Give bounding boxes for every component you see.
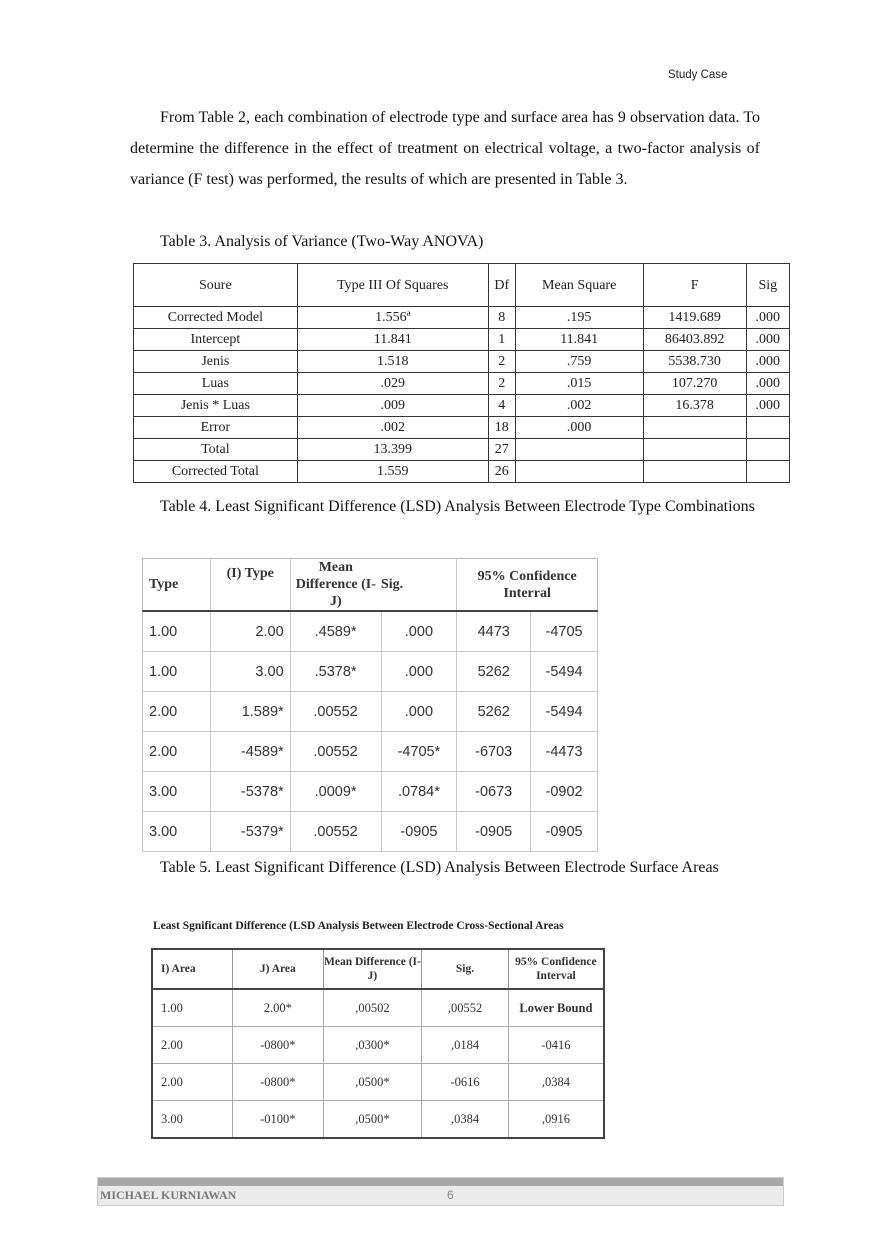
table-cell: Luas bbox=[134, 373, 298, 395]
col-header: J) Area bbox=[233, 949, 324, 989]
table-cell: 5262 bbox=[457, 652, 531, 692]
table-row bbox=[152, 989, 604, 1027]
table-cell: 86403.892 bbox=[643, 329, 746, 351]
table-cell: -0905 bbox=[381, 812, 457, 852]
table-cell: .00552 bbox=[290, 812, 381, 852]
table-cell: -0800* bbox=[233, 1064, 324, 1101]
anova-table bbox=[133, 263, 790, 483]
running-header: Study Case bbox=[668, 69, 728, 81]
table-cell: .009 bbox=[297, 395, 488, 417]
col-header: Sig. bbox=[381, 559, 457, 612]
page-number: 6 bbox=[447, 1188, 454, 1202]
col-header: Type bbox=[143, 559, 211, 612]
table5-caption-text: Table 5. Least Significant Difference (LSD) Analysis Between Electrode Surface Areas bbox=[160, 859, 719, 876]
table-cell: ,0300* bbox=[323, 1027, 422, 1064]
table-row bbox=[152, 1064, 604, 1101]
table-cell: ,0384 bbox=[508, 1064, 604, 1101]
table-cell: 18 bbox=[488, 417, 515, 439]
table4-caption-text: Table 4. Least Significant Difference (LSD) Analysis Between Electrode Type Combinations bbox=[160, 498, 755, 515]
table-cell: 2.00* bbox=[233, 989, 324, 1027]
table-cell: 1.518 bbox=[297, 351, 488, 373]
table-cell: 3.00 bbox=[143, 812, 211, 852]
table-cell: 1 bbox=[488, 329, 515, 351]
table-cell: .029 bbox=[297, 373, 488, 395]
table-cell: Total bbox=[134, 439, 298, 461]
table-cell: .759 bbox=[515, 351, 643, 373]
table-cell bbox=[746, 439, 789, 461]
table-cell: .002 bbox=[515, 395, 643, 417]
table-cell: Corrected Total bbox=[134, 461, 298, 483]
col-header: F bbox=[643, 264, 746, 307]
table-cell: -4473 bbox=[531, 732, 598, 772]
table-cell: Intercept bbox=[134, 329, 298, 351]
table-cell: .195 bbox=[515, 307, 643, 329]
table-cell: .000 bbox=[381, 652, 457, 692]
table-cell: .5378* bbox=[290, 652, 381, 692]
footer-bar bbox=[98, 1178, 783, 1186]
table-row bbox=[134, 395, 790, 417]
table-cell: -0905 bbox=[457, 812, 531, 852]
col-header: Mean Square bbox=[515, 264, 643, 307]
table-row bbox=[143, 692, 598, 732]
table-cell bbox=[746, 417, 789, 439]
table-cell: 3.00 bbox=[143, 772, 211, 812]
table-cell: .0784* bbox=[381, 772, 457, 812]
table-cell: .000 bbox=[746, 395, 789, 417]
table5-caption bbox=[130, 852, 760, 883]
table-cell: .000 bbox=[381, 692, 457, 732]
table-cell: 13.399 bbox=[297, 439, 488, 461]
table-cell: 1419.689 bbox=[643, 307, 746, 329]
table-cell: -5494 bbox=[531, 692, 598, 732]
footer-author: MICHAEL KURNIAWAN bbox=[100, 1188, 237, 1202]
table-cell: Corrected Model bbox=[134, 307, 298, 329]
col-header: Df bbox=[488, 264, 515, 307]
table-cell: 5538.730 bbox=[643, 351, 746, 373]
table-cell: ,0500* bbox=[323, 1064, 422, 1101]
table-cell bbox=[515, 461, 643, 483]
table-row bbox=[143, 812, 598, 852]
table-cell: -0100* bbox=[233, 1101, 324, 1139]
table-cell: -4589* bbox=[210, 732, 290, 772]
col-header: I) Area bbox=[152, 949, 233, 989]
table4-caption bbox=[130, 491, 760, 522]
col-header: Soure bbox=[134, 264, 298, 307]
table-cell: 5262 bbox=[457, 692, 531, 732]
table-cell: 2 bbox=[488, 373, 515, 395]
col-header: Sig bbox=[746, 264, 789, 307]
table-cell: 2.00 bbox=[143, 732, 211, 772]
table-cell: 8 bbox=[488, 307, 515, 329]
table-cell: -5378* bbox=[210, 772, 290, 812]
table-row bbox=[143, 732, 598, 772]
table-row bbox=[143, 652, 598, 692]
table-row bbox=[152, 1101, 604, 1139]
table-cell: -5494 bbox=[531, 652, 598, 692]
lsd-area-table bbox=[151, 948, 605, 1139]
col-header: Sig. bbox=[422, 949, 509, 989]
table-cell: 2.00 bbox=[152, 1064, 233, 1101]
table-cell: Jenis bbox=[134, 351, 298, 373]
table-cell: .4589* bbox=[290, 611, 381, 652]
table-cell: .000 bbox=[746, 329, 789, 351]
table-cell: -0905 bbox=[531, 812, 598, 852]
table-cell: Error bbox=[134, 417, 298, 439]
table-cell: 27 bbox=[488, 439, 515, 461]
table-row bbox=[134, 307, 790, 329]
table-cell: 26 bbox=[488, 461, 515, 483]
page-footer bbox=[97, 1177, 784, 1206]
table-cell: -0416 bbox=[508, 1027, 604, 1064]
table-cell: .000 bbox=[515, 417, 643, 439]
table-row bbox=[134, 417, 790, 439]
table-cell: .000 bbox=[746, 351, 789, 373]
table-cell: .0009* bbox=[290, 772, 381, 812]
table-cell: 1.00 bbox=[152, 989, 233, 1027]
lsd-type-table bbox=[142, 558, 598, 852]
table-cell: 1.589* bbox=[210, 692, 290, 732]
table-cell: -0902 bbox=[531, 772, 598, 812]
table-cell bbox=[643, 417, 746, 439]
col-header: Mean Difference (I-J) bbox=[323, 949, 422, 989]
table-cell: 1.556ª bbox=[297, 307, 488, 329]
table-row bbox=[134, 373, 790, 395]
table-cell: .000 bbox=[746, 307, 789, 329]
table-cell: 16.378 bbox=[643, 395, 746, 417]
table-cell: .000 bbox=[381, 611, 457, 652]
table-cell: .002 bbox=[297, 417, 488, 439]
table-cell: 1.559 bbox=[297, 461, 488, 483]
table-row bbox=[134, 439, 790, 461]
table-row bbox=[134, 461, 790, 483]
table-cell: -4705 bbox=[531, 611, 598, 652]
table-cell: 11.841 bbox=[297, 329, 488, 351]
table3-caption: Table 3. Analysis of Variance (Two-Way ANOVA) bbox=[160, 233, 484, 250]
table-cell: -6703 bbox=[457, 732, 531, 772]
table-cell: 107.270 bbox=[643, 373, 746, 395]
table-cell: ,00502 bbox=[323, 989, 422, 1027]
table-cell: 2.00 bbox=[210, 611, 290, 652]
table-row bbox=[143, 611, 598, 652]
table-cell: 11.841 bbox=[515, 329, 643, 351]
table-cell: -4705* bbox=[381, 732, 457, 772]
col-header: Type III Of Squares bbox=[297, 264, 488, 307]
table-row bbox=[143, 772, 598, 812]
table-cell: .015 bbox=[515, 373, 643, 395]
table-cell: 1.00 bbox=[143, 652, 211, 692]
table-row bbox=[134, 329, 790, 351]
table-cell: .000 bbox=[746, 373, 789, 395]
col-header: 95% Confidence Interval bbox=[508, 949, 604, 989]
col-header: Mean Difference (I-J) bbox=[290, 559, 381, 612]
table-cell: ,00552 bbox=[422, 989, 509, 1027]
table-cell: ,0384 bbox=[422, 1101, 509, 1139]
table-row bbox=[134, 351, 790, 373]
table-cell: .00552 bbox=[290, 732, 381, 772]
table-cell: -0616 bbox=[422, 1064, 509, 1101]
table-cell bbox=[746, 461, 789, 483]
table-cell: 3.00 bbox=[152, 1101, 233, 1139]
table-cell: 2 bbox=[488, 351, 515, 373]
table-cell: ,0184 bbox=[422, 1027, 509, 1064]
table-cell bbox=[643, 439, 746, 461]
table-cell: 2.00 bbox=[143, 692, 211, 732]
table-cell: ,0500* bbox=[323, 1101, 422, 1139]
table-cell bbox=[515, 439, 643, 461]
table-cell: 3.00 bbox=[210, 652, 290, 692]
table5-title: Least Sgnificant Difference (LSD Analysis Between Electrode Cross-Sectional Areas bbox=[153, 920, 564, 932]
paragraph-text: From Table 2, each combination of electrode type and surface area has 9 observation data. To determine the difference in the effect of treatment on electrical voltage, a two-factor analysis of variance (F test) was performed, the results of which are presented in Table 3. bbox=[130, 109, 760, 188]
table-cell bbox=[643, 461, 746, 483]
table-cell: -0800* bbox=[233, 1027, 324, 1064]
table-cell: 4473 bbox=[457, 611, 531, 652]
table-cell: Jenis * Luas bbox=[134, 395, 298, 417]
table-cell: 2.00 bbox=[152, 1027, 233, 1064]
table-cell: 4 bbox=[488, 395, 515, 417]
col-header: 95% Confidence Interral bbox=[457, 559, 598, 612]
table-cell: ,0916 bbox=[508, 1101, 604, 1139]
table-cell: -0673 bbox=[457, 772, 531, 812]
table-cell: -5379* bbox=[210, 812, 290, 852]
table-cell: .00552 bbox=[290, 692, 381, 732]
table-cell: 1.00 bbox=[143, 611, 211, 652]
table-cell: Lower Bound bbox=[508, 989, 604, 1027]
table-row bbox=[152, 1027, 604, 1064]
col-header: (I) Type bbox=[210, 559, 290, 612]
body-paragraph bbox=[130, 102, 760, 195]
